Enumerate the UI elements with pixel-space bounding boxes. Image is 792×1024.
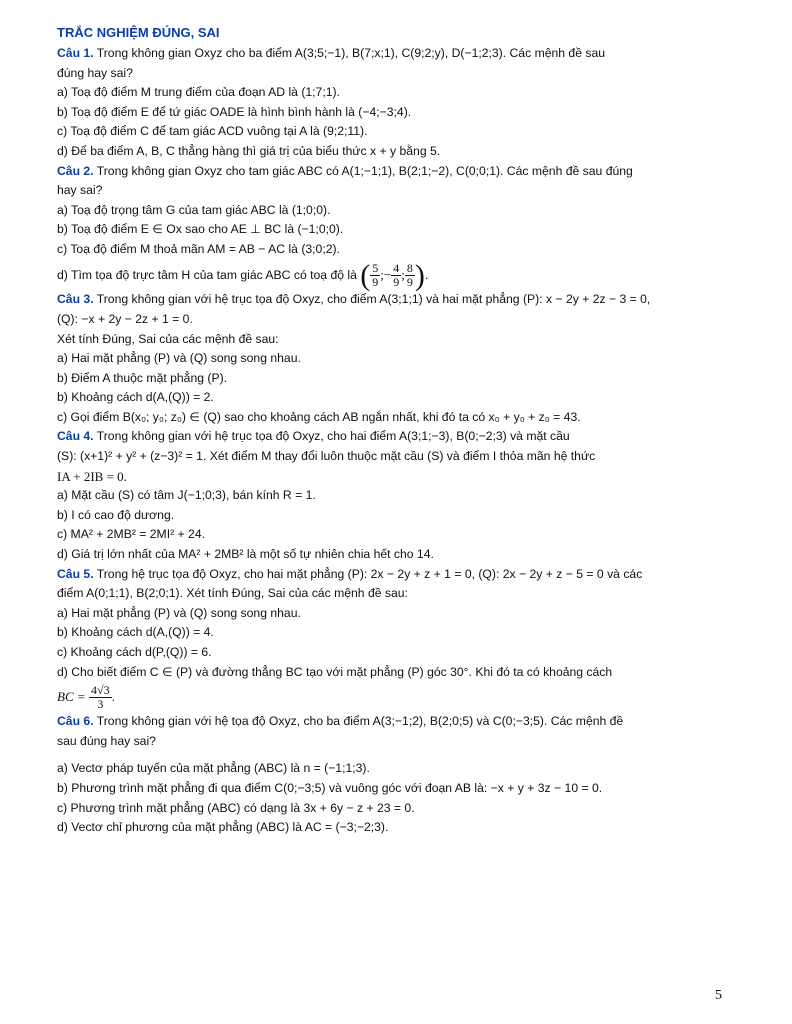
statement-b: b) Khoảng cách d(A,(Q)) = 4. (57, 625, 214, 640)
question-1 (57, 44, 741, 162)
question-stem-cont: (S): (x+1)² + y² + (z−3)² = 1. Xét điểm M thay đổi luôn thuộc mặt cầu (S) và điểm I thỏa mãn hệ thức (57, 449, 596, 464)
statement-c: c) Phương trình mặt phẳng (ABC) có dạng là 3x + 6y − z + 23 = 0. (57, 800, 415, 815)
statement-d: d) Tìm tọa độ trực tâm H của tam giác ABC có toạ độ là ( $\frac{5}{9}$ ;− $\frac{4}{9}$ ; $\frac{8}{9}$ ). (57, 258, 429, 292)
statement-d: d) Để ba điểm A, B, C thẳng hàng thì giá trị của biểu thức x + y bằng 5. (57, 143, 441, 158)
question-label: Câu 2. (57, 163, 94, 178)
question-stem-cont: sau đúng hay sai? (57, 733, 156, 748)
statement-c: c) Gọi điểm B(x₀; y₀; z₀) ∈ (Q) sao cho khoảng cách AB ngắn nhất, khi đó ta có x₀ + y₀ + z₀ = 43. (57, 409, 581, 424)
statement-b: b) Toạ độ điểm E để tứ giác OADE là hình bình hành là (−4;−3;4). (57, 104, 412, 119)
statement-b: b) Toạ độ điểm E ∈ Ox sao cho AE ⊥ BC là (−1;0;0). (57, 222, 344, 237)
statement-d: d) Cho biết điểm C ∈ (P) và đường thẳng BC tạo với mặt phẳng (P) góc 30°. Khi đó ta có khoảng cách (57, 664, 613, 679)
statement-c: c) Toạ độ điểm C để tam giác ACD vuông tại A là (9;2;11). (57, 124, 368, 139)
question-stem: Trong không gian Oxyz cho tam giác ABC có A(1;−1;1), B(2;1;−2), C(0;0;1). Các mệnh đề sau đúng (96, 163, 633, 178)
fraction: $\frac{5}{9}$ (372, 260, 379, 289)
question-6 (57, 712, 741, 838)
question-stem-cont: (Q): −x + 2y − 2z + 1 = 0. (57, 311, 193, 326)
statement-d-text: d) Tìm tọa độ trực tâm H của tam giác ABC có toạ độ là (57, 267, 357, 282)
question-stem: Trong không gian Oxyz cho ba điểm A(3;5;−1), B(7;x;1), C(9;2;y), D(−1;2;3). Các mệnh đề sau (96, 46, 606, 60)
fraction: $\frac{4}{9}$ (393, 260, 400, 289)
question-label: Câu 1. (57, 46, 94, 60)
fraction: $\frac{4√3}{3}$ (91, 683, 110, 712)
fraction: $\frac{8}{9}$ (406, 260, 413, 289)
document-page (57, 24, 741, 838)
statement-a: a) Toạ độ điểm M trung điểm của đoạn AD là (1;7;1). (57, 85, 340, 100)
question-stem: Trong không gian với hệ trục tọa độ Oxyz, cho điểm A(3;1;1) và hai mặt phẳng (P): x − 2y + 2z − 3 = 0, (96, 292, 651, 307)
question-stem-cont: đúng hay sai? (57, 65, 133, 80)
question-label: Câu 4. (57, 429, 94, 444)
statement-b-2: b) Khoảng cách d(A,(Q)) = 2. (57, 390, 214, 405)
statement-d: d) Vectơ chỉ phương của mặt phẳng (ABC) là AC = (−3;−2;3). (57, 820, 389, 835)
question-label: Câu 6. (57, 714, 94, 729)
statement-c: c) Toạ độ điểm M thoả mãn AM = AB − AC là (3;0;2). (57, 241, 340, 256)
statement-a: a) Toạ độ trọng tâm G của tam giác ABC là (1;0;0). (57, 202, 331, 217)
statement-a: a) Vectơ pháp tuyến của mặt phẳng (ABC) là n = (−1;1;3). (57, 761, 370, 776)
statement-d-result: BC = $\frac{4√3}{3}$ . (57, 683, 116, 712)
question-4 (57, 427, 741, 564)
question-label: Câu 3. (57, 292, 94, 307)
page-number: 5 (715, 988, 722, 1003)
section-title: TRẮC NGHIỆM ĐÚNG, SAI (57, 25, 220, 40)
question-3 (57, 290, 741, 427)
question-5 (57, 565, 741, 713)
question-stem-relation: IA + 2IB = 0. (57, 468, 127, 484)
question-stem: Trong hệ trục tọa độ Oxyz, cho hai mặt phẳng (P): 2x − 2y + z + 1 = 0, (Q): 2x − 2y + z − 5 = 0 và các (96, 566, 643, 581)
statement-b: b) Điểm A thuộc mặt phẳng (P). (57, 370, 228, 385)
question-label: Câu 5. (57, 566, 94, 581)
bc-label: BC = (57, 689, 86, 705)
question-stem-cont: hay sai? (57, 183, 103, 198)
statement-b: b) I có cao độ dương. (57, 507, 175, 522)
statement-a: a) Hai mặt phẳng (P) và (Q) song song nhau. (57, 605, 301, 620)
statement-d: d) Giá trị lớn nhất của MA² + 2MB² là một số tự nhiên chia hết cho 14. (57, 547, 434, 562)
question-2 (57, 162, 741, 291)
question-stem: Trong không gian với hệ trục tọa độ Oxyz, cho hai điểm A(3;1;−3), B(0;−2;3) và mặt cầu (96, 429, 570, 444)
statement-c: c) Khoảng cách d(P,(Q)) = 6. (57, 645, 212, 659)
statement-b: b) Phương trình mặt phẳng đi qua điểm C(0;−3;5) và vuông góc với đoạn AB là: −x + y + 3z − 10 = 0. (57, 780, 603, 795)
question-instruction: Xét tính Đúng, Sai của các mệnh đề sau: (57, 331, 279, 346)
statement-a: a) Hai mặt phẳng (P) và (Q) song song nhau. (57, 351, 301, 366)
statement-a: a) Mặt cầu (S) có tâm J(−1;0;3), bán kính R = 1. (57, 488, 316, 503)
statement-c: c) MA² + 2MB² = 2MI² + 24. (57, 527, 205, 542)
question-stem: Trong không gian với hệ tọa độ Oxyz, cho ba điểm A(3;−1;2), B(2;0;5) và C(0;−3;5). Các mệnh đề (96, 714, 624, 729)
question-stem-cont: điểm A(0;1;1), B(2;0;1). Xét tính Đúng, Sai của các mệnh đề sau: (57, 586, 408, 601)
